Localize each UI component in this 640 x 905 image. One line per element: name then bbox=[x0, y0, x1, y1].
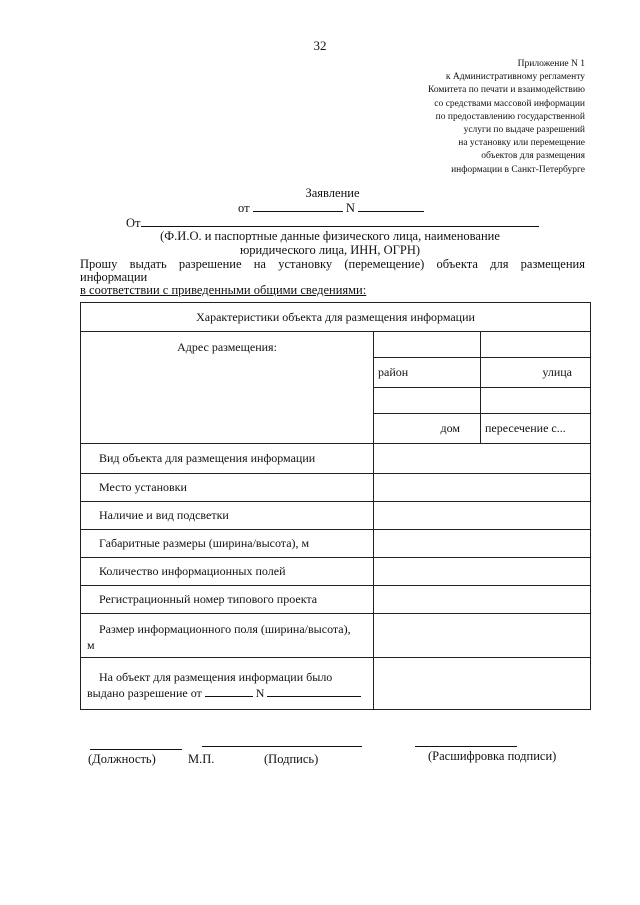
document-title: Заявление bbox=[305, 186, 360, 200]
decoding-caption: (Расшифровка подписи) bbox=[428, 749, 557, 763]
applicant-hint-line: (Ф.И.О. и паспортные данные физического лица, наименование bbox=[160, 229, 500, 243]
info-field-size-label bbox=[81, 614, 374, 658]
install-place-label: Место установки bbox=[81, 474, 374, 502]
house-label: дом bbox=[374, 414, 481, 444]
date-number-line bbox=[238, 201, 424, 216]
info-field-size-line: Размер информационного поля (ширина/высота), bbox=[99, 621, 351, 636]
previous-permit-line bbox=[87, 685, 367, 701]
position-caption: (Должность) bbox=[88, 752, 156, 766]
from-date-label: от bbox=[238, 201, 250, 215]
appendix-line: к Административному регламенту bbox=[445, 72, 585, 83]
district-label: район bbox=[374, 358, 481, 388]
date-field[interactable] bbox=[253, 201, 343, 212]
from-label: От bbox=[126, 216, 141, 230]
appendix-line: объектов для размещения bbox=[481, 151, 585, 162]
position-line[interactable] bbox=[90, 749, 182, 750]
registration-number-value[interactable] bbox=[374, 586, 591, 614]
previous-permit-prefix: выдано разрешение от bbox=[87, 685, 202, 700]
address-label: Адрес размещения: bbox=[81, 332, 374, 444]
decoding-line[interactable] bbox=[415, 746, 517, 747]
intersection-label: пересечение с... bbox=[481, 414, 591, 444]
appendix-line: услуги по выдаче разрешений bbox=[463, 125, 585, 136]
appendix-line: информации в Санкт-Петербурге bbox=[451, 164, 585, 175]
request-line: в соответствии с приведенными общими сведениями: bbox=[80, 283, 367, 297]
info-fields-count-value[interactable] bbox=[374, 558, 591, 586]
appendix-line: Комитета по печати и взаимодействию bbox=[427, 85, 585, 96]
previous-permit-value[interactable] bbox=[374, 658, 591, 710]
signature-caption: (Подпись) bbox=[264, 752, 319, 766]
previous-permit-number-field[interactable] bbox=[267, 686, 361, 697]
appendix-line: со средствами массовой информации bbox=[434, 98, 585, 109]
object-characteristics-table bbox=[80, 302, 591, 710]
dimensions-label: Габаритные размеры (ширина/высота), м bbox=[81, 530, 374, 558]
request-text bbox=[80, 258, 585, 297]
number-label: N bbox=[345, 201, 355, 215]
page-number: 32 bbox=[313, 38, 327, 53]
address-cell[interactable] bbox=[481, 388, 591, 414]
applicant-hint-line: юридического лица, ИНН, ОГРН) bbox=[239, 243, 421, 257]
object-type-value[interactable] bbox=[374, 444, 591, 474]
info-field-size-unit: м bbox=[87, 637, 95, 652]
appendix-note bbox=[345, 58, 585, 177]
appendix-line: на установку или перемещение bbox=[458, 138, 585, 149]
table-header: Характеристики объекта для размещения информации bbox=[81, 303, 591, 332]
previous-permit-label bbox=[81, 658, 374, 710]
registration-number-label: Регистрационный номер типового проекта bbox=[81, 586, 374, 614]
previous-permit-number-label: N bbox=[255, 685, 265, 700]
previous-permit-date-field[interactable] bbox=[205, 686, 253, 697]
stamp-caption: М.П. bbox=[188, 752, 215, 766]
street-label: улица bbox=[481, 358, 591, 388]
signature-line[interactable] bbox=[202, 746, 362, 747]
address-cell[interactable] bbox=[481, 332, 591, 358]
number-field[interactable] bbox=[358, 201, 424, 212]
applicant-hint bbox=[80, 229, 580, 257]
info-fields-count-label: Количество информационных полей bbox=[81, 558, 374, 586]
address-cell[interactable] bbox=[374, 332, 481, 358]
lighting-label: Наличие и вид подсветки bbox=[81, 502, 374, 530]
install-place-value[interactable] bbox=[374, 474, 591, 502]
request-line: информации bbox=[80, 270, 148, 284]
address-cell[interactable] bbox=[374, 388, 481, 414]
appendix-line: Приложение N 1 bbox=[517, 59, 585, 69]
object-type-label: Вид объекта для размещения информации bbox=[81, 444, 374, 474]
lighting-value[interactable] bbox=[374, 502, 591, 530]
request-line: Прошу выдать разрешение на установку (перемещение) объекта для размещения bbox=[80, 257, 585, 271]
appendix-line: по предоставлению государственной bbox=[435, 111, 585, 122]
applicant-field[interactable] bbox=[141, 216, 539, 227]
dimensions-value[interactable] bbox=[374, 530, 591, 558]
previous-permit-line: На объект для размещения информации было bbox=[99, 669, 333, 684]
info-field-size-value[interactable] bbox=[374, 614, 591, 658]
